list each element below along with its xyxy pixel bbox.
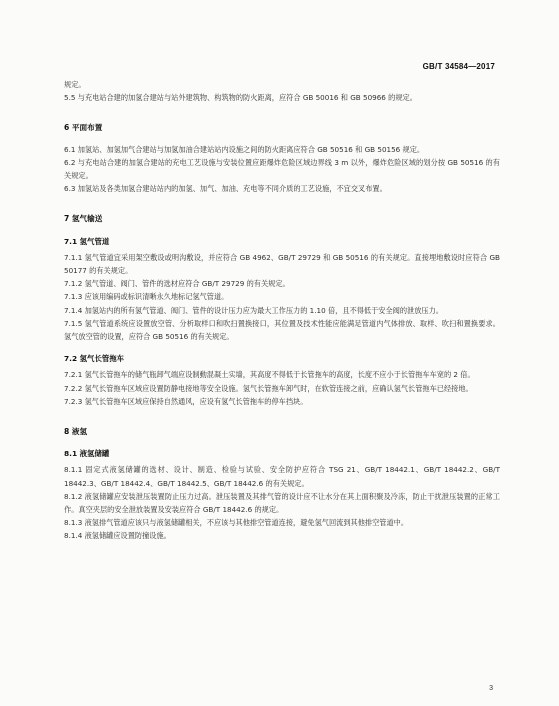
paragraph-8-1-3: 8.1.3 液氢排气管道应该只与液氢储罐相关，不应该与其他排空管道连接，避免氢气回流到其他排空管道中。 bbox=[64, 518, 409, 528]
paragraph-7-2-2: 7.2.2 氢气长管拖车区域应设置防静电接地等安全设施。氢气长管拖车卸气时，在软管连接之前，应确认氢气长管拖车已经接地。 bbox=[64, 383, 473, 393]
heading-7-1: 7.1 氢气管道 bbox=[64, 236, 110, 246]
paragraph-8-1-2: 8.1.2 液氢储罐应安装泄压装置防止压力过高。泄压装置及其排气管的设计应不让水分在其上面积聚及冷冻，防止干扰泄压装置的正常工作。真空夹层的安全泄放装置及安装应符合 GB/T 18442.6 的规定。 bbox=[64, 491, 500, 515]
paragraph-7-1-4: 7.1.4 加氢站内的所有氢气管道、阀门、管件的设计压力应为最大工作压力的 1.10 倍，且不得低于安全阀的泄放压力。 bbox=[64, 305, 443, 315]
paragraph-7-1-2: 7.1.2 氢气管道、阀门、管件的选材应符合 GB/T 29729 的有关规定。 bbox=[64, 279, 290, 289]
heading-7: 7 氢气输送 bbox=[64, 214, 103, 224]
heading-8-1: 8.1 液氢储罐 bbox=[64, 449, 110, 459]
paragraph-7-1-1: 7.1.1 氢气管道宜采用架空敷设或明沟敷设，并应符合 GB 4962、GB/T 29729 和 GB 50516 的有关规定。直接埋地敷设时应符合 GB 50177 的有关规定。 bbox=[64, 252, 500, 276]
paragraph-7-2-3: 7.2.3 氢气长管拖车区域应保持自然通风，应设有氢气长管拖车的停车挡块。 bbox=[64, 396, 308, 406]
page-content bbox=[64, 78, 500, 543]
heading-7-2: 7.2 氢气长管拖车 bbox=[64, 354, 125, 364]
paragraph-8-1-1: 8.1.1 固定式液氢储罐的选材、设计、制造、检验与试验、安全防护应符合 TSG 21、GB/T 18442.1、GB/T 18442.2、GB/T 18442.3、GB/T 18442.4、GB/T 18442.5、GB/T 18442.6 的有关规定。 bbox=[64, 465, 500, 488]
paragraph-8-1-4: 8.1.4 液氢储罐应设置防撞设施。 bbox=[64, 531, 171, 541]
paragraph-5-5: 5.5 与充电站合建的加氢合建站与站外建筑物、构筑物的防火距离，应符合 GB 50016 和 GB 50966 的规定。 bbox=[64, 93, 417, 103]
standard-code: GB/T 34584—2017 bbox=[422, 62, 495, 71]
heading-6: 6 平面布置 bbox=[64, 123, 103, 133]
paragraph-7-1-3: 7.1.3 应该用编码或标识清晰永久地标记氢气管道。 bbox=[64, 292, 229, 302]
paragraph-7-1-5: 7.1.5 氢气管道系统应设置放空管、分析取样口和吹扫置换接口，其位置及技术性能应能满足管道内气体排放、取样、吹扫和置换要求。氢气放空管的设置，应符合 GB 50516 的有关规定。 bbox=[64, 318, 500, 342]
paragraph-6-3: 6.3 加氢站及各类加氢合建站站内的加氢、加气、加油、充电等不同介质的工艺设施，不宜交叉布置。 bbox=[64, 184, 387, 194]
heading-8: 8 液氢 bbox=[64, 427, 88, 437]
paragraph-continued: 规定。 bbox=[64, 80, 86, 89]
page-number: 3 bbox=[489, 685, 493, 692]
paragraph-7-2-1: 7.2.1 氢气长管拖车的储气瓶卸气端应设制動混凝土实墙，其高度不得低于长管拖车的高度，长度不应小于长管拖车车宽的 2 倍。 bbox=[64, 370, 475, 380]
paragraph-6-2: 6.2 与充电站合建的加氢合建站的充电工艺设施与安装位置应距爆炸危险区域边界线 3 m 以外，爆炸危险区域的划分按 GB 50516 的有关规定。 bbox=[64, 157, 500, 181]
paragraph-6-1: 6.1 加氢站、加氢加气合建站与加氢加油合建站站内设施之间的防火距离应符合 GB 50516 和 GB 50156 规定。 bbox=[64, 144, 425, 154]
